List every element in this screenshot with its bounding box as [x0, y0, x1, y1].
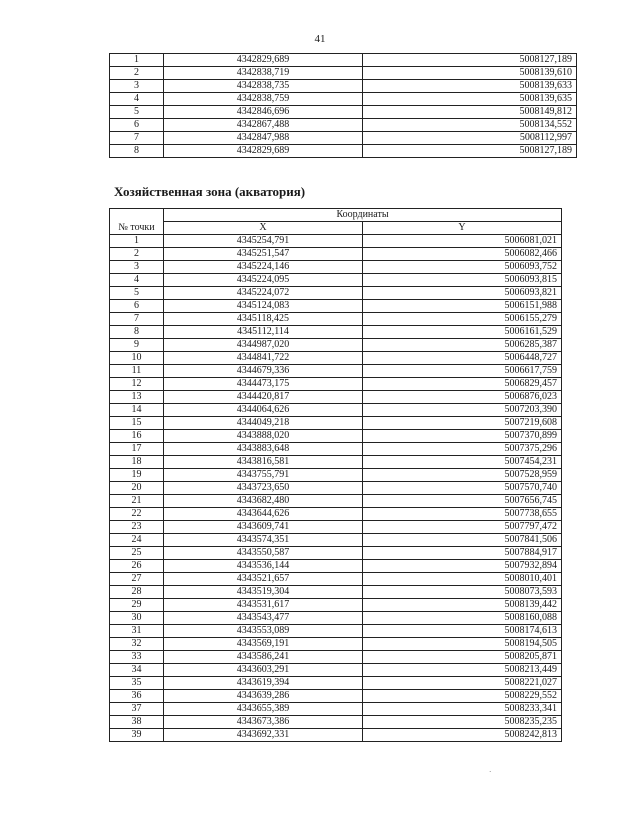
- y-coordinate-cell: 5007570,740: [363, 482, 562, 495]
- point-number-cell: 11: [110, 365, 164, 378]
- table-row: [110, 729, 562, 742]
- x-coordinate-cell: 4345124,083: [164, 300, 363, 313]
- x-coordinate-cell: 4343543,477: [164, 612, 363, 625]
- point-number-cell: 15: [110, 417, 164, 430]
- coordinates-table-1: [109, 53, 577, 158]
- table-row: [110, 132, 577, 145]
- y-coordinate-cell: 5008242,813: [363, 729, 562, 742]
- x-coordinate-cell: 4344679,336: [164, 365, 363, 378]
- y-coordinate-cell: 5008134,552: [363, 119, 577, 132]
- table-row: [110, 456, 562, 469]
- table-row: [110, 391, 562, 404]
- table-row: [110, 482, 562, 495]
- table-row: [110, 677, 562, 690]
- table-row: [110, 274, 562, 287]
- point-number-cell: 10: [110, 352, 164, 365]
- table-row: [110, 703, 562, 716]
- coordinates-table-2-body: [110, 235, 562, 742]
- x-coordinate-cell: 4343574,351: [164, 534, 363, 547]
- x-coordinate-cell: 4343569,191: [164, 638, 363, 651]
- y-coordinate-cell: 5007528,959: [363, 469, 562, 482]
- x-coordinate-cell: 4344473,175: [164, 378, 363, 391]
- point-number-cell: 13: [110, 391, 164, 404]
- point-number-cell: 32: [110, 638, 164, 651]
- table-row: [110, 573, 562, 586]
- point-number-cell: 28: [110, 586, 164, 599]
- table-row: [110, 365, 562, 378]
- x-coordinate-cell: 4344049,218: [164, 417, 363, 430]
- header-coordinates: Координаты: [164, 209, 562, 222]
- point-number-cell: 39: [110, 729, 164, 742]
- point-number-cell: 19: [110, 469, 164, 482]
- table-row: [110, 664, 562, 677]
- x-coordinate-cell: 4342838,719: [164, 67, 363, 80]
- table-row: [110, 93, 577, 106]
- table-row: [110, 469, 562, 482]
- y-coordinate-cell: 5007797,472: [363, 521, 562, 534]
- table-row: [110, 495, 562, 508]
- point-number-cell: 7: [110, 313, 164, 326]
- x-coordinate-cell: 4345224,095: [164, 274, 363, 287]
- x-coordinate-cell: 4343519,304: [164, 586, 363, 599]
- table-row: [110, 638, 562, 651]
- x-coordinate-cell: 4342838,759: [164, 93, 363, 106]
- x-coordinate-cell: 4343586,241: [164, 651, 363, 664]
- page-number: 41: [314, 33, 326, 45]
- point-number-cell: 34: [110, 664, 164, 677]
- x-coordinate-cell: 4344987,020: [164, 339, 363, 352]
- point-number-cell: 4: [110, 274, 164, 287]
- point-number-cell: 25: [110, 547, 164, 560]
- point-number-cell: 5: [110, 106, 164, 119]
- x-coordinate-cell: 4345224,146: [164, 261, 363, 274]
- coordinates-table-1-body: [110, 54, 577, 158]
- y-coordinate-cell: 5007203,390: [363, 404, 562, 417]
- x-coordinate-cell: 4342846,696: [164, 106, 363, 119]
- y-coordinate-cell: 5008112,997: [363, 132, 577, 145]
- point-number-cell: 24: [110, 534, 164, 547]
- x-coordinate-cell: 4343644,626: [164, 508, 363, 521]
- point-number-cell: 8: [110, 145, 164, 158]
- y-coordinate-cell: 5008139,635: [363, 93, 577, 106]
- x-coordinate-cell: 4343521,657: [164, 573, 363, 586]
- y-coordinate-cell: 5006155,279: [363, 313, 562, 326]
- y-coordinate-cell: 5008174,613: [363, 625, 562, 638]
- y-coordinate-cell: 5006081,021: [363, 235, 562, 248]
- x-coordinate-cell: 4344420,817: [164, 391, 363, 404]
- y-coordinate-cell: 5008194,505: [363, 638, 562, 651]
- table-row: [110, 80, 577, 93]
- table-row: [110, 339, 562, 352]
- x-coordinate-cell: 4344064,626: [164, 404, 363, 417]
- point-number-cell: 26: [110, 560, 164, 573]
- point-number-cell: 7: [110, 132, 164, 145]
- table-row: [110, 119, 577, 132]
- point-number-cell: 8: [110, 326, 164, 339]
- x-coordinate-cell: 4342847,988: [164, 132, 363, 145]
- y-coordinate-cell: 5008127,189: [363, 145, 577, 158]
- header-x: X: [164, 222, 363, 235]
- point-number-cell: 38: [110, 716, 164, 729]
- x-coordinate-cell: 4343682,480: [164, 495, 363, 508]
- point-number-cell: 9: [110, 339, 164, 352]
- table-row: [110, 235, 562, 248]
- x-coordinate-cell: 4343755,791: [164, 469, 363, 482]
- point-number-cell: 1: [110, 54, 164, 67]
- table-row: [110, 352, 562, 365]
- point-number-cell: 2: [110, 248, 164, 261]
- x-coordinate-cell: 4345254,791: [164, 235, 363, 248]
- x-coordinate-cell: 4345224,072: [164, 287, 363, 300]
- table-row: [110, 145, 577, 158]
- y-coordinate-cell: 5007656,745: [363, 495, 562, 508]
- y-coordinate-cell: 5008205,871: [363, 651, 562, 664]
- table-row: [110, 508, 562, 521]
- y-coordinate-cell: 5006285,387: [363, 339, 562, 352]
- x-coordinate-cell: 4343639,286: [164, 690, 363, 703]
- y-coordinate-cell: 5006876,023: [363, 391, 562, 404]
- y-coordinate-cell: 5008139,442: [363, 599, 562, 612]
- y-coordinate-cell: 5008149,812: [363, 106, 577, 119]
- table-row: [110, 326, 562, 339]
- x-coordinate-cell: 4343550,587: [164, 547, 363, 560]
- point-number-cell: 3: [110, 80, 164, 93]
- y-coordinate-cell: 5006448,727: [363, 352, 562, 365]
- y-coordinate-cell: 5007884,917: [363, 547, 562, 560]
- y-coordinate-cell: 5006082,466: [363, 248, 562, 261]
- x-coordinate-cell: 4343888,020: [164, 430, 363, 443]
- table-row: [110, 534, 562, 547]
- table-row: [110, 547, 562, 560]
- table-row: [110, 521, 562, 534]
- y-coordinate-cell: 5008229,552: [363, 690, 562, 703]
- table-row: [110, 261, 562, 274]
- x-coordinate-cell: 4343816,581: [164, 456, 363, 469]
- x-coordinate-cell: 4345112,114: [164, 326, 363, 339]
- y-coordinate-cell: 5008233,341: [363, 703, 562, 716]
- point-number-cell: 29: [110, 599, 164, 612]
- point-number-cell: 5: [110, 287, 164, 300]
- table-row: [110, 625, 562, 638]
- coordinates-table-2: [109, 208, 562, 742]
- section-title: Хозяйственная зона (акватория): [114, 184, 306, 199]
- x-coordinate-cell: 4345118,425: [164, 313, 363, 326]
- x-coordinate-cell: 4343531,617: [164, 599, 363, 612]
- point-number-cell: 6: [110, 300, 164, 313]
- x-coordinate-cell: 4343619,394: [164, 677, 363, 690]
- y-coordinate-cell: 5008139,610: [363, 67, 577, 80]
- x-coordinate-cell: 4343553,089: [164, 625, 363, 638]
- x-coordinate-cell: 4343673,386: [164, 716, 363, 729]
- point-number-cell: 22: [110, 508, 164, 521]
- x-coordinate-cell: 4342867,488: [164, 119, 363, 132]
- point-number-cell: 23: [110, 521, 164, 534]
- y-coordinate-cell: 5006093,815: [363, 274, 562, 287]
- y-coordinate-cell: 5008221,027: [363, 677, 562, 690]
- y-coordinate-cell: 5008213,449: [363, 664, 562, 677]
- point-number-cell: 14: [110, 404, 164, 417]
- y-coordinate-cell: 5007219,608: [363, 417, 562, 430]
- table-row: [110, 586, 562, 599]
- table-row: [110, 404, 562, 417]
- table-row: [110, 106, 577, 119]
- point-number-cell: 21: [110, 495, 164, 508]
- point-number-cell: 17: [110, 443, 164, 456]
- x-coordinate-cell: 4344841,722: [164, 352, 363, 365]
- point-number-cell: 35: [110, 677, 164, 690]
- scan-mark: ·: [489, 768, 492, 776]
- point-number-cell: 2: [110, 67, 164, 80]
- table-row: [110, 430, 562, 443]
- y-coordinate-cell: 5008160,088: [363, 612, 562, 625]
- x-coordinate-cell: 4343655,389: [164, 703, 363, 716]
- point-number-cell: 1: [110, 235, 164, 248]
- point-number-cell: 4: [110, 93, 164, 106]
- y-coordinate-cell: 5008127,189: [363, 54, 577, 67]
- table-row: [110, 651, 562, 664]
- y-coordinate-cell: 5006161,529: [363, 326, 562, 339]
- table-row: [110, 248, 562, 261]
- table-row: [110, 287, 562, 300]
- point-number-cell: 33: [110, 651, 164, 664]
- table-row: [110, 54, 577, 67]
- point-number-cell: 30: [110, 612, 164, 625]
- point-number-cell: 27: [110, 573, 164, 586]
- y-coordinate-cell: 5008010,401: [363, 573, 562, 586]
- y-coordinate-cell: 5008139,633: [363, 80, 577, 93]
- table-row: [110, 599, 562, 612]
- point-number-cell: 18: [110, 456, 164, 469]
- table-row: [110, 300, 562, 313]
- point-number-cell: 3: [110, 261, 164, 274]
- x-coordinate-cell: 4342838,735: [164, 80, 363, 93]
- point-number-cell: 36: [110, 690, 164, 703]
- table-row: [110, 417, 562, 430]
- y-coordinate-cell: 5007454,231: [363, 456, 562, 469]
- table-row: [110, 612, 562, 625]
- point-number-cell: 12: [110, 378, 164, 391]
- x-coordinate-cell: 4343603,291: [164, 664, 363, 677]
- y-coordinate-cell: 5007932,894: [363, 560, 562, 573]
- table-row: [110, 560, 562, 573]
- x-coordinate-cell: 4343536,144: [164, 560, 363, 573]
- table-row: [110, 690, 562, 703]
- x-coordinate-cell: 4342829,689: [164, 145, 363, 158]
- y-coordinate-cell: 5006617,759: [363, 365, 562, 378]
- header-y: Y: [363, 222, 562, 235]
- table-row: [110, 67, 577, 80]
- point-number-cell: 6: [110, 119, 164, 132]
- header-point-number: № точки: [110, 209, 164, 235]
- x-coordinate-cell: 4343883,648: [164, 443, 363, 456]
- table-row: [110, 313, 562, 326]
- y-coordinate-cell: 5006093,752: [363, 261, 562, 274]
- x-coordinate-cell: 4343609,741: [164, 521, 363, 534]
- x-coordinate-cell: 4343723,650: [164, 482, 363, 495]
- y-coordinate-cell: 5007841,506: [363, 534, 562, 547]
- x-coordinate-cell: 4343692,331: [164, 729, 363, 742]
- x-coordinate-cell: 4342829,689: [164, 54, 363, 67]
- y-coordinate-cell: 5006829,457: [363, 378, 562, 391]
- y-coordinate-cell: 5006151,988: [363, 300, 562, 313]
- point-number-cell: 16: [110, 430, 164, 443]
- y-coordinate-cell: 5007375,296: [363, 443, 562, 456]
- point-number-cell: 31: [110, 625, 164, 638]
- y-coordinate-cell: 5008235,235: [363, 716, 562, 729]
- point-number-cell: 37: [110, 703, 164, 716]
- x-coordinate-cell: 4345251,547: [164, 248, 363, 261]
- point-number-cell: 20: [110, 482, 164, 495]
- y-coordinate-cell: 5006093,821: [363, 287, 562, 300]
- table-row: [110, 716, 562, 729]
- table-row: [110, 443, 562, 456]
- y-coordinate-cell: 5007738,655: [363, 508, 562, 521]
- y-coordinate-cell: 5007370,899: [363, 430, 562, 443]
- table-row: [110, 378, 562, 391]
- y-coordinate-cell: 5008073,593: [363, 586, 562, 599]
